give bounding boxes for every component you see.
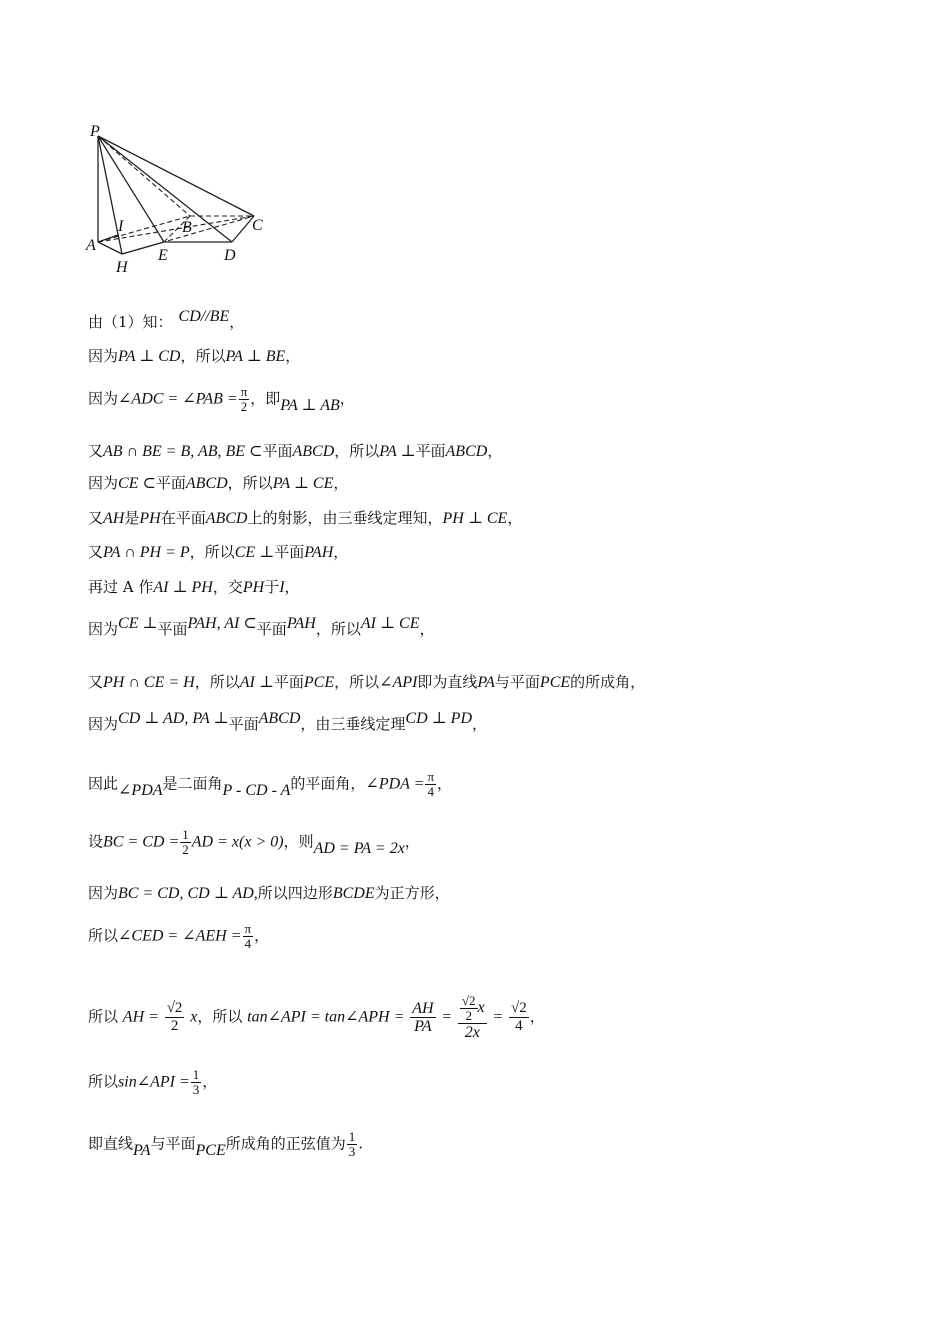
lines-l13-one: 1 bbox=[182, 827, 189, 842]
lines-l13-d: ，则 bbox=[283, 832, 314, 851]
lines-l8-f: I bbox=[279, 579, 285, 596]
lines-l16-twox: 2x bbox=[464, 1024, 480, 1041]
line-2 bbox=[88, 347, 300, 366]
pyramid-figure bbox=[84, 118, 284, 282]
lines-l4-i: ， bbox=[487, 442, 503, 460]
lines-l17-c: ， bbox=[202, 1072, 218, 1091]
label-B: B bbox=[182, 219, 192, 236]
lines-l15-c: ， bbox=[254, 926, 270, 945]
lines-l16-b: AH = bbox=[122, 1008, 159, 1026]
lines-l6-i: ， bbox=[507, 509, 523, 527]
lines-l14-b: BC = CD, CD ⊥ AD, bbox=[118, 885, 258, 902]
lines-l18-c: 与平面 bbox=[150, 1134, 196, 1153]
lines-l13-e: AD = PA = 2x bbox=[313, 839, 405, 857]
line-4 bbox=[88, 442, 502, 461]
lines-l12-a: 因此 bbox=[88, 774, 119, 793]
lines-l1-a: 由（1）知： bbox=[88, 313, 173, 331]
lines-l10-j: PA bbox=[477, 674, 495, 691]
lines-l18-three: 3 bbox=[348, 1144, 356, 1159]
label-E: E bbox=[158, 247, 168, 264]
label-P: P bbox=[90, 123, 100, 140]
lines-l17-three: 3 bbox=[192, 1082, 200, 1097]
lines-l8-b: AI ⊥ PH bbox=[153, 579, 213, 596]
lines-l14-c: 所以四边形 bbox=[257, 884, 333, 902]
lines-l12-e: 的平面角， bbox=[290, 774, 366, 793]
lines-l1-b: CD//BE bbox=[178, 308, 230, 325]
lines-l3-pi: π bbox=[240, 384, 248, 399]
lines-l17-b: sin∠API = bbox=[118, 1073, 190, 1091]
label-I: I bbox=[118, 218, 124, 235]
lines-l12-d: P - CD - A bbox=[222, 781, 291, 799]
lines-l16-two: 2 bbox=[170, 1018, 179, 1034]
lines-l7-a: 又 bbox=[88, 543, 104, 561]
lines-l10-l: PCE bbox=[539, 674, 571, 691]
lines-l2-a: 因为 bbox=[88, 347, 119, 365]
lines-l12-b: ∠PDA bbox=[118, 781, 163, 799]
lines-l11-b: CD ⊥ AD, PA ⊥ bbox=[118, 710, 229, 727]
label-A: A bbox=[86, 237, 96, 254]
line-7 bbox=[88, 543, 348, 562]
lines-l11-d: ABCD bbox=[258, 710, 301, 727]
lines-l8-c: ，交 bbox=[212, 578, 243, 596]
lines-l12-four: 4 bbox=[427, 784, 434, 799]
lines-l3-e: ， bbox=[339, 389, 355, 408]
lines-l11-c: 平面 bbox=[228, 715, 259, 733]
lines-l3-c: ，即 bbox=[250, 389, 281, 408]
lines-l18-d: PCE bbox=[195, 1141, 226, 1159]
lines-l9-f: PAH bbox=[286, 615, 316, 632]
line-17 bbox=[88, 1068, 217, 1097]
lines-l3-d: PA ⊥ AB bbox=[280, 396, 340, 414]
lines-l10-d: AI ⊥ bbox=[239, 674, 274, 691]
lines-l5-d: ABCD bbox=[185, 475, 228, 492]
lines-l9-d: PAH, AI ⊂ bbox=[187, 615, 257, 632]
label-C: C bbox=[252, 217, 263, 234]
lines-l10-h: ∠API bbox=[379, 674, 418, 691]
lines-l18-a: 即直线 bbox=[88, 1134, 134, 1153]
lines-l18-e: 所成角的正弦值为 bbox=[225, 1134, 346, 1153]
line-3 bbox=[88, 385, 355, 414]
lines-l13-b: BC = CD = bbox=[103, 833, 180, 851]
lines-l13-two: 2 bbox=[182, 842, 189, 857]
lines-l4-f: PA ⊥ bbox=[379, 443, 416, 460]
lines-l16-r2b: √2 bbox=[461, 993, 476, 1008]
lines-l16-AH: AH bbox=[412, 1000, 434, 1017]
line-1 bbox=[88, 308, 245, 332]
lines-l8-e: 于 bbox=[264, 578, 280, 596]
line-15 bbox=[88, 922, 269, 951]
lines-l2-d: PA ⊥ BE bbox=[225, 348, 286, 365]
lines-l4-a: 又 bbox=[88, 442, 104, 460]
lines-l18-b: PA bbox=[133, 1141, 151, 1159]
lines-l16-PA: PA bbox=[414, 1018, 432, 1035]
lines-l3-a: 因为 bbox=[88, 389, 119, 408]
lines-l18-one: 1 bbox=[348, 1129, 356, 1144]
lines-l5-b: CE ⊂ bbox=[118, 475, 156, 492]
line-16 bbox=[88, 994, 545, 1041]
lines-l4-b: AB ∩ BE = B, AB, BE ⊂ bbox=[103, 443, 263, 460]
lines-l9-i: ， bbox=[419, 620, 435, 638]
lines-l9-h: AI ⊥ CE bbox=[360, 615, 420, 632]
lines-l6-d: PH bbox=[139, 510, 161, 527]
line-12 bbox=[88, 770, 452, 799]
lines-l2-e: ， bbox=[285, 347, 301, 365]
lines-l16-r2: √2 bbox=[166, 1000, 183, 1016]
lines-l12-pi: π bbox=[427, 769, 435, 784]
line-13 bbox=[88, 828, 420, 857]
lines-l10-e: 平面 bbox=[273, 673, 304, 691]
edge-PC bbox=[98, 136, 254, 216]
lines-l17-one: 1 bbox=[192, 1067, 200, 1082]
lines-l5-a: 因为 bbox=[88, 474, 119, 492]
lines-l6-h: PH ⊥ CE bbox=[442, 510, 508, 527]
lines-l15-b: ∠CED = ∠AEH = bbox=[118, 927, 242, 945]
lines-l17-a: 所以 bbox=[88, 1072, 119, 1091]
lines-l9-g: ，所以 bbox=[315, 620, 361, 638]
lines-l10-f: PCE bbox=[303, 674, 335, 691]
line-5 bbox=[88, 474, 348, 493]
label-D: D bbox=[224, 247, 236, 264]
line-6 bbox=[88, 509, 522, 528]
lines-l10-a: 又 bbox=[88, 673, 104, 691]
lines-l4-d: ABCD bbox=[292, 443, 335, 460]
lines-l4-c: 平面 bbox=[262, 442, 293, 460]
lines-l18-f: . bbox=[358, 1134, 364, 1153]
lines-l11-e: ，由三垂线定理 bbox=[300, 715, 406, 733]
lines-l10-m: 的所成角， bbox=[570, 673, 646, 691]
lines-l10-k: 与平面 bbox=[494, 673, 540, 691]
line-11 bbox=[88, 710, 488, 734]
lines-l11-a: 因为 bbox=[88, 715, 119, 733]
lines-l10-b: PH ∩ CE = H bbox=[103, 674, 195, 691]
lines-l16-e: ， bbox=[529, 1007, 545, 1026]
lines-l10-g: ，所以 bbox=[334, 673, 380, 691]
lines-l9-c: 平面 bbox=[157, 620, 188, 638]
lines-l10-c: ，所以 bbox=[194, 673, 240, 691]
lines-l7-e: 平面 bbox=[274, 543, 305, 561]
lines-l6-c: 是 bbox=[124, 509, 140, 527]
lines-l15-pi: π bbox=[244, 921, 252, 936]
lines-l11-g: ， bbox=[472, 715, 488, 733]
label-H: H bbox=[116, 259, 128, 276]
lines-l6-g: 上的射影，由三垂线定理知， bbox=[247, 509, 443, 527]
lines-l7-g: ， bbox=[333, 543, 349, 561]
lines-l16-eq: = bbox=[441, 1008, 453, 1026]
lines-l7-b: PA ∩ PH = P bbox=[103, 544, 190, 561]
lines-l5-c: 平面 bbox=[155, 474, 186, 492]
lines-l14-e: 为正方形， bbox=[374, 884, 450, 902]
lines-l7-f: PAH bbox=[304, 544, 334, 561]
lines-l16-twob: 2 bbox=[465, 1008, 472, 1023]
lines-l5-g: ， bbox=[333, 474, 349, 492]
lines-l6-b: AH bbox=[103, 510, 125, 527]
lines-l12-f: ∠PDA = bbox=[365, 775, 425, 793]
lines-l16-d: tan∠API = tan∠APH = bbox=[247, 1008, 405, 1026]
lines-l9-b: CE ⊥ bbox=[118, 615, 158, 632]
lines-l2-c: ，所以 bbox=[180, 347, 226, 365]
line-10 bbox=[88, 673, 645, 692]
lines-l13-a: 设 bbox=[88, 832, 104, 851]
line-8 bbox=[88, 578, 300, 597]
lines-l10-i: 即为直线 bbox=[417, 673, 478, 691]
line-9 bbox=[88, 615, 435, 639]
lines-l12-g: ， bbox=[437, 774, 453, 793]
lines-l8-g: ， bbox=[284, 578, 300, 596]
lines-l16-r2c: √2 bbox=[510, 1000, 527, 1016]
lines-l8-d: PH bbox=[242, 579, 265, 596]
lines-l4-h: ABCD bbox=[445, 443, 488, 460]
lines-l13-f: ， bbox=[404, 832, 420, 851]
line-18 bbox=[88, 1130, 363, 1159]
edge-AH bbox=[98, 242, 122, 254]
lines-l4-g: 平面 bbox=[415, 442, 446, 460]
edge-DC bbox=[232, 216, 254, 242]
lines-l3-b: ∠ADC = ∠PAB = bbox=[118, 390, 238, 408]
lines-l6-e: 在平面 bbox=[160, 509, 206, 527]
lines-l15-four: 4 bbox=[244, 936, 252, 951]
lines-l15-a: 所以 bbox=[88, 926, 119, 945]
lines-l8-a: 再过 A 作 bbox=[88, 578, 154, 596]
lines-l12-c: 是二面角 bbox=[162, 774, 223, 793]
lines-l9-e: 平面 bbox=[256, 620, 287, 638]
lines-l1-c: ， bbox=[229, 313, 245, 331]
lines-l9-a: 因为 bbox=[88, 620, 119, 638]
lines-l11-f: CD ⊥ PD bbox=[405, 710, 472, 727]
lines-l2-b: PA ⊥ CD bbox=[118, 348, 181, 365]
lines-l16-c: ，所以 bbox=[197, 1007, 243, 1026]
line-14 bbox=[88, 884, 450, 903]
lines-l13-c: AD = x(x > 0) bbox=[191, 833, 284, 851]
lines-l16-a: 所以 bbox=[88, 1007, 119, 1026]
lines-l14-d: BCDE bbox=[332, 885, 375, 902]
lines-l4-e: ，所以 bbox=[334, 442, 380, 460]
lines-l16-eq2: = bbox=[492, 1008, 504, 1026]
lines-l5-e: ，所以 bbox=[227, 474, 273, 492]
lines-l5-f: PA ⊥ CE bbox=[272, 475, 334, 492]
lines-l16-x: x bbox=[190, 1008, 198, 1026]
lines-l6-a: 又 bbox=[88, 509, 104, 527]
lines-l3-two: 2 bbox=[240, 399, 248, 414]
lines-l7-c: ，所以 bbox=[189, 543, 235, 561]
lines-l16-four: 4 bbox=[515, 1018, 523, 1034]
lines-l7-d: CE ⊥ bbox=[234, 544, 275, 561]
lines-l16-xb: x bbox=[477, 998, 485, 1016]
lines-l6-f: ABCD bbox=[205, 510, 248, 527]
lines-l14-a: 因为 bbox=[88, 884, 119, 902]
